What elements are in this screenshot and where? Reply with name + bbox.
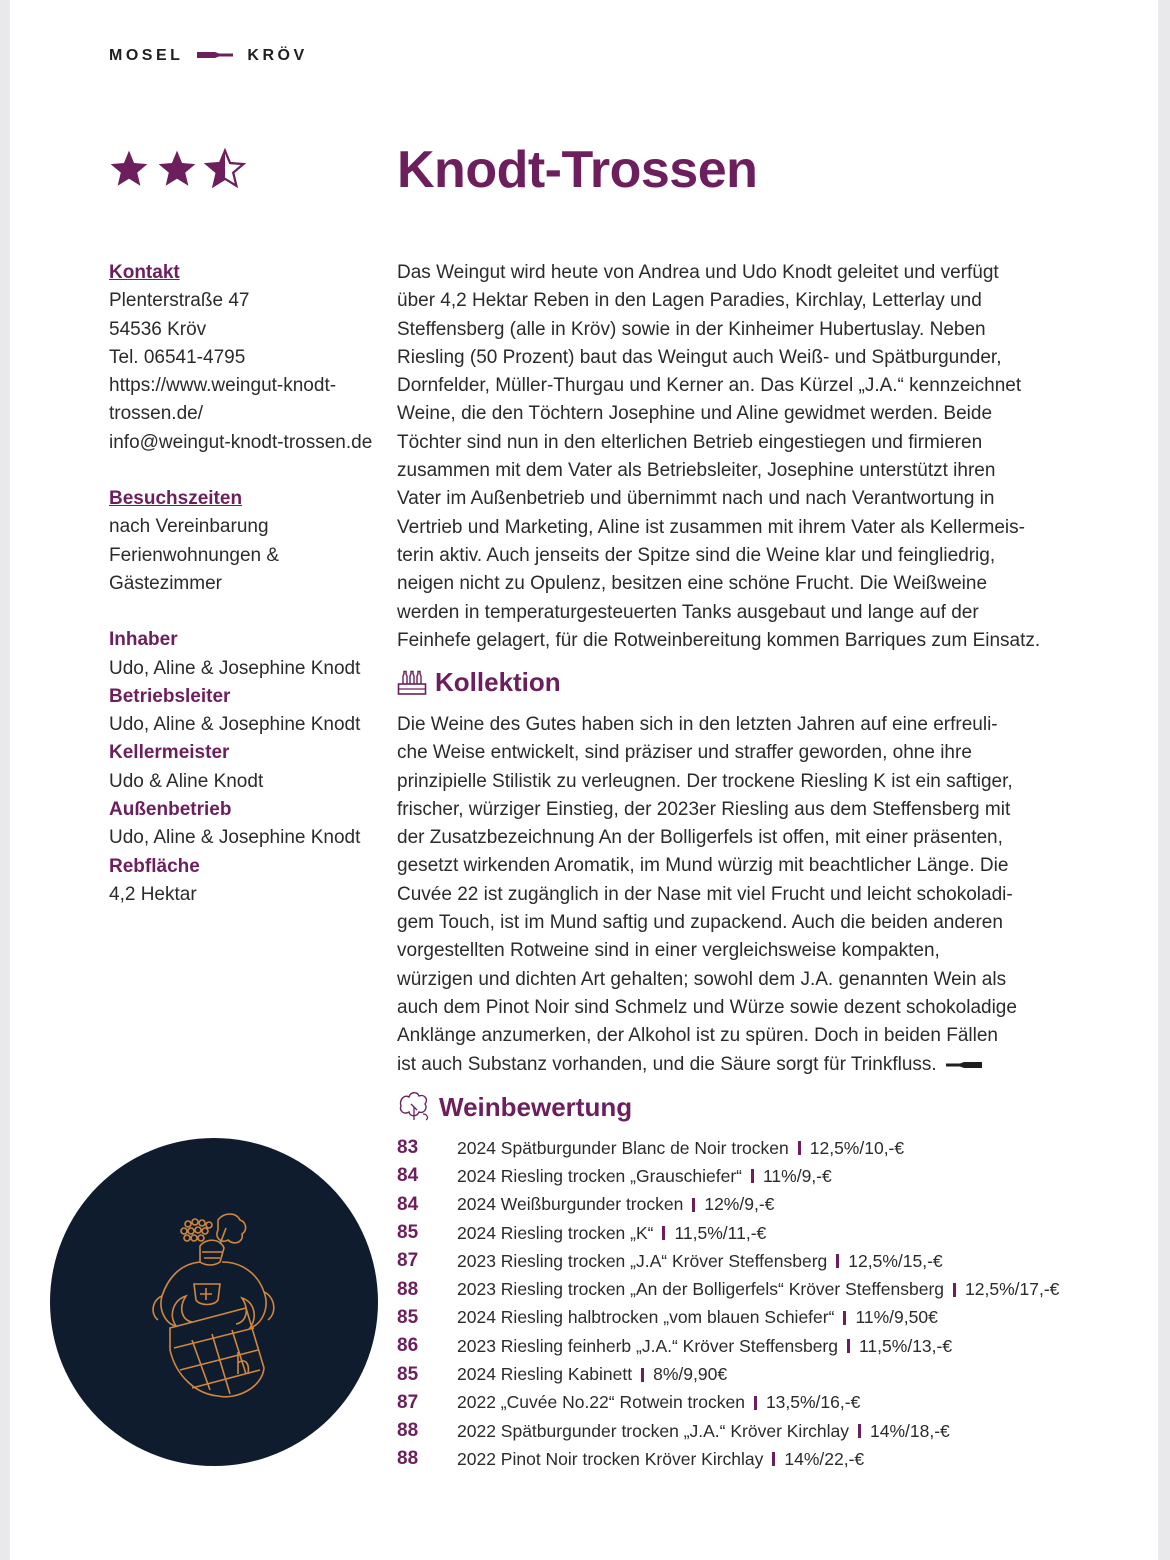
grape-leaf-icon (397, 1090, 431, 1124)
separator-bar (772, 1452, 775, 1466)
bottle-arrow-icon (197, 47, 233, 65)
wine-price: 11,5%/11,-€ (674, 1222, 767, 1243)
intro-line: werden in temperaturgesteuerten Tanks ausgebaut und lange auf der (397, 601, 979, 623)
intro-line: terin aktiv. Auch jenseits der Spitze sind die Weine klar und feingliedrig, (397, 544, 996, 566)
visiting-line: nach Vereinbarung (109, 516, 269, 538)
cellar-master-value: Udo & Aline Knodt (109, 770, 264, 792)
separator-bar (953, 1283, 956, 1297)
owner-value: Udo, Aline & Josephine Knodt (109, 657, 361, 679)
rating-row (397, 1191, 1059, 1219)
region-header (109, 47, 308, 65)
wine-name: 2023 Riesling feinherb „J.A.“ Kröver Steffensberg (457, 1335, 838, 1356)
rating-row (397, 1360, 1059, 1388)
vineyard-ops-label: Außenbetrieb (109, 799, 232, 821)
wine-price: 11,5%/13,-€ (859, 1335, 953, 1356)
ratings-list (397, 1134, 1059, 1474)
wine-name: 2024 Riesling Kabinett (457, 1364, 633, 1385)
rating-score: 87 (397, 1250, 419, 1272)
intro-line: Feinhefe gelagert, für die Rotweinbereitung kommen Barriques zum Einsatz. (397, 629, 1041, 651)
visiting-line: Ferienwohnungen & (109, 544, 280, 566)
rating-row (397, 1389, 1059, 1417)
rating-row (397, 1275, 1059, 1303)
contact-city: 54536 Kröv (109, 318, 207, 340)
wine-name: 2022 Pinot Noir trocken Kröver Kirchlay (457, 1448, 764, 1469)
collection-line: der Zusatzbezeichnung An der Bolligerfels ist offen, mit einer präsenten, (397, 827, 1003, 849)
contact-web-line1[interactable]: https://www.weingut-knodt- (109, 375, 337, 397)
wine-price: 14%/22,-€ (784, 1448, 865, 1469)
wine-price: 8%/9,90€ (653, 1364, 728, 1385)
collection-line: ist auch Substanz vorhanden, und die Säure sorgt für Trinkfluss. (397, 1051, 1077, 1079)
collection-line: auch dem Pinot Noir sind Schmelz und Würze sowie dezent schokoladige (397, 996, 1017, 1018)
star-rating (108, 148, 246, 190)
collection-text (397, 711, 1077, 1079)
separator-bar (843, 1311, 846, 1325)
collection-line: würzigen und dichten Art gehalten; sowohl dem J.A. genannten Wein als (397, 968, 1007, 990)
rating-score: 88 (397, 1420, 419, 1442)
visiting-label[interactable]: Besuchszeiten (109, 488, 243, 510)
rating-row (397, 1162, 1059, 1190)
rating-row (397, 1219, 1059, 1247)
collection-title: Kollektion (435, 667, 561, 697)
intro-line: Töchter sind nun in den elterlichen Betrieb eingestiegen und firmieren (397, 431, 983, 453)
contact-web-line2[interactable]: trossen.de/ (109, 403, 203, 425)
rating-score: 87 (397, 1391, 419, 1413)
wine-price: 12,5%/10,-€ (809, 1137, 905, 1158)
intro-line: Vater im Außenbetrieb und übernimmt nach und nach Verantwortung in (397, 488, 995, 510)
collection-line: Anklänge anzumerken, der Alkohol ist zu spüren. Doch in beiden Fällen (397, 1025, 998, 1047)
manager-label: Betriebsleiter (109, 685, 231, 707)
wine-name: 2024 Riesling trocken „K“ (457, 1222, 654, 1243)
intro-line: über 4,2 Hektar Reben in den Lagen Paradies, Kirchlay, Letterlay und (397, 290, 982, 312)
rating-score: 85 (397, 1306, 419, 1328)
region-name: MOSEL (109, 47, 184, 64)
collection-line: Cuvée 22 ist zugänglich in der Nase mit viel Frucht und leicht schokoladi- (397, 883, 1013, 905)
collection-line: frischer, würziger Einstieg, der 2023er Riesling aus dem Steffensberg mit (397, 798, 1011, 820)
intro-line: Dornfelder, Müller-Thurgau und Kerner an. Das Kürzel „J.A.“ kennzeichnet (397, 375, 1022, 397)
wine-price: 12%/9,-€ (704, 1194, 775, 1215)
collection-line: prinzipielle Stilistik zu verleugnen. Der trockene Riesling K ist ein saftiger, (397, 770, 1013, 792)
end-bottle-icon (946, 1060, 982, 1070)
guide-page (10, 0, 1158, 1560)
manager-value: Udo, Aline & Josephine Knodt (109, 714, 361, 736)
vineyard-area-value: 4,2 Hektar (109, 883, 197, 905)
intro-line: Steffensberg (alle in Kröv) sowie in der Kinheimer Hubertuslay. Neben (397, 318, 986, 340)
intro-line: zusammen mit dem Vater als Betriebsleiter, Josephine unterstützt ihren (397, 460, 996, 482)
ratings-title: Weinbewertung (439, 1091, 633, 1122)
wine-price: 14%/18,-€ (870, 1420, 950, 1441)
intro-line: Das Weingut wird heute von Andrea und Udo Knodt geleitet und verfügt (397, 262, 999, 283)
collection-line: Die Weine des Gutes haben sich in den letzten Jahren auf eine erfreuli- (397, 714, 998, 735)
rating-row (397, 1134, 1059, 1162)
town-name: KRÖV (247, 47, 308, 64)
contact-street: Plenterstraße 47 (109, 290, 250, 312)
collection-line: vorgestellten Rotweine sind in einer vergleichsweise kompakten, (397, 940, 940, 962)
rating-row (397, 1304, 1059, 1332)
wine-name: 2023 Riesling trocken „An der Bolligerfels“ Kröver Steffensberg (457, 1279, 945, 1300)
rating-row (397, 1247, 1059, 1275)
rating-score: 88 (397, 1448, 419, 1470)
contact-email[interactable]: info@weingut-knodt-trossen.de (109, 431, 373, 453)
rating-score: 83 (397, 1137, 419, 1159)
separator-bar (662, 1226, 665, 1240)
wine-name: 2024 Weißburgunder trocken (457, 1194, 684, 1215)
wine-name: 2024 Riesling halbtrocken „vom blauen Schiefer“ (457, 1307, 835, 1328)
intro-line: Vertrieb und Marketing, Aline ist zusammen mit ihrem Vater als Kellermeis- (397, 516, 1025, 538)
wine-name: 2022 „Cuvée No.22“ Rotwein trocken (457, 1392, 745, 1413)
wine-price: 12,5%/17,-€ (965, 1279, 1060, 1300)
star-icon (156, 148, 198, 190)
separator-bar (836, 1254, 839, 1268)
contact-phone[interactable]: Tel. 06541-4795 (109, 346, 246, 368)
visiting-line: Gästezimmer (109, 572, 222, 594)
rating-score: 85 (397, 1363, 419, 1385)
rating-score: 88 (397, 1278, 419, 1300)
intro-line: Riesling (50 Prozent) baut das Weingut auch Weiß- und Spätburgunder, (397, 346, 1002, 368)
rating-score: 84 (397, 1165, 419, 1187)
wine-name: 2024 Riesling trocken „Grauschiefer“ (457, 1165, 742, 1186)
rating-row (397, 1417, 1059, 1445)
wine-price: 12,5%/15,-€ (848, 1250, 943, 1271)
separator-bar (754, 1396, 757, 1410)
intro-text (397, 259, 1077, 655)
rating-score: 84 (397, 1193, 419, 1215)
wine-name: 2024 Spätburgunder Blanc de Noir trocken (457, 1137, 789, 1158)
collection-line: che Weise entwickelt, sind präziser und straffer geworden, ohne ihre (397, 742, 972, 764)
intro-line: Weine, die den Töchtern Josephine und Aline gewidmet werden. Beide (397, 403, 993, 425)
separator-bar (798, 1141, 801, 1155)
separator-bar (751, 1169, 754, 1183)
info-column (109, 259, 389, 909)
separator-bar (847, 1339, 850, 1353)
wine-name: 2022 Spätburgunder trocken „J.A.“ Kröver Kirchlay (457, 1420, 849, 1441)
collection-line: gem Touch, ist im Mund saftig und zupackend. Auch die beiden anderen (397, 912, 1003, 934)
collection-line: gesetzt wirkenden Aromatik, im Mund würzig mit beachtlicher Länge. Die (397, 855, 1009, 877)
rating-score: 86 (397, 1335, 419, 1357)
ratings-heading (397, 1090, 632, 1124)
wine-crate-icon (397, 670, 427, 696)
rating-row (397, 1332, 1059, 1360)
wine-name: 2023 Riesling trocken „J.A“ Kröver Steffensberg (457, 1250, 828, 1271)
rating-score: 85 (397, 1222, 419, 1244)
vineyard-ops-value: Udo, Aline & Josephine Knodt (109, 827, 361, 849)
intro-line: neigen nicht zu Opulenz, besitzen eine schöne Frucht. Die Weißweine (397, 573, 988, 595)
separator-bar (641, 1368, 644, 1382)
collection-heading (397, 667, 561, 698)
contact-label[interactable]: Kontakt (109, 262, 180, 283)
separator-bar (858, 1424, 861, 1438)
star-icon (108, 148, 150, 190)
vineyard-area-label: Rebfläche (109, 855, 200, 877)
half-star-icon (204, 148, 246, 190)
winery-title: Knodt-Trossen (397, 141, 758, 199)
wine-price: 11%/9,50€ (855, 1307, 938, 1328)
cellar-master-label: Kellermeister (109, 742, 230, 764)
wine-price: 11%/9,-€ (763, 1165, 832, 1186)
family-crest-logo (50, 1138, 378, 1466)
separator-bar (692, 1198, 695, 1212)
rating-row (397, 1445, 1059, 1473)
owner-label: Inhaber (109, 629, 178, 651)
wine-price: 13,5%/16,-€ (765, 1392, 861, 1413)
